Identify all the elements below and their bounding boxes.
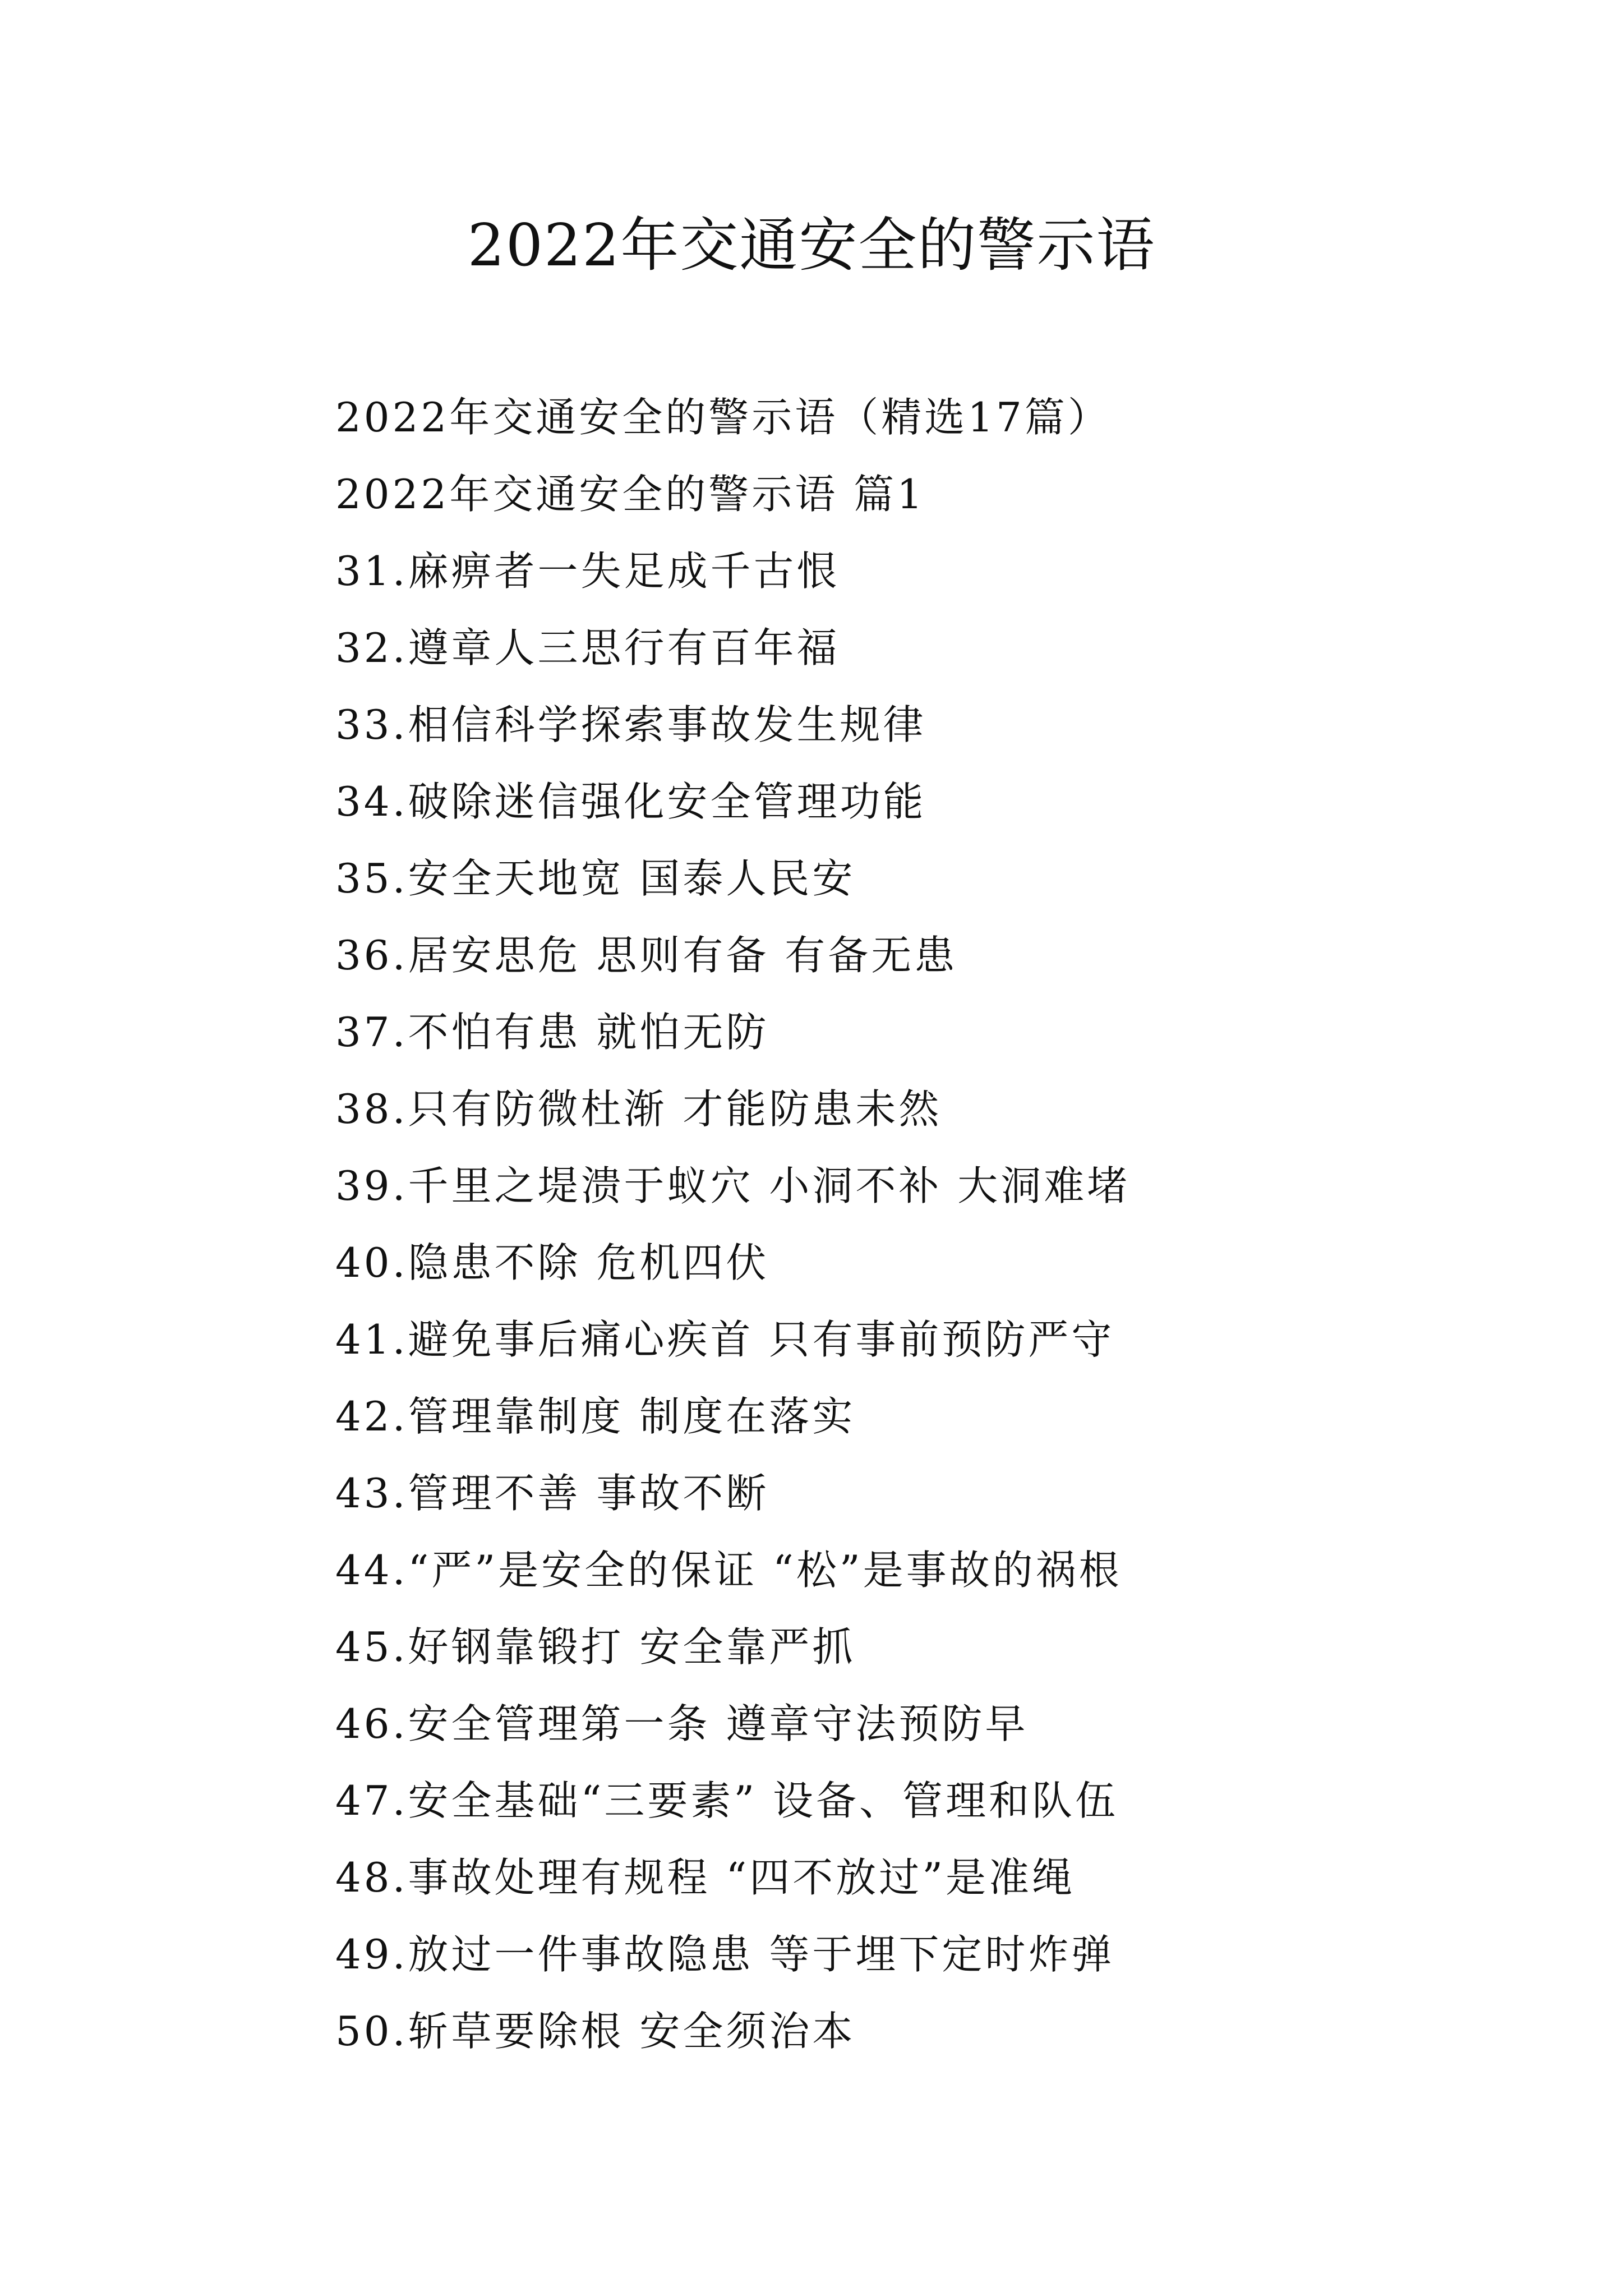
slogan-item: 38.只有防微杜渐 才能防患未然 — [335, 1085, 942, 1133]
slogan-list — [335, 379, 1569, 2070]
slogan-item: 47.安全基础“三要素” 设备、管理和队伍 — [335, 1777, 1119, 1824]
slogan-item: 43.管理不善 事故不断 — [335, 1470, 769, 1517]
slogan-item: 50.斩草要除根 安全须治本 — [335, 2008, 856, 2055]
slogan-item: 45.好钢靠锻打 安全靠严抓 — [335, 1623, 856, 1671]
slogan-item: 40.隐患不除 危机四伏 — [335, 1239, 769, 1286]
slogan-item: 37.不怕有患 就怕无防 — [335, 1009, 769, 1056]
slogan-item: 35.安全天地宽 国泰人民安 — [335, 855, 856, 902]
slogan-item: 49.放过一件事故隐患 等于埋下定时炸弹 — [335, 1931, 1115, 1978]
slogan-item: 36.居安思危 思则有备 有备无患 — [335, 932, 958, 979]
section-heading: 2022年交通安全的警示语 篇1 — [335, 471, 925, 518]
slogan-item: 39.千里之堤溃于蚁穴 小洞不补 大洞难堵 — [335, 1162, 1131, 1209]
slogan-item: 31.麻痹者一失足成千古恨 — [335, 547, 840, 595]
slogan-item: 41.避免事后痛心疾首 只有事前预防严守 — [335, 1316, 1115, 1363]
slogan-item: 33.相信科学探索事故发生规律 — [335, 701, 926, 748]
slogan-item: 32.遵章人三思行有百年福 — [335, 624, 840, 671]
slogan-item: 42.管理靠制度 制度在落实 — [335, 1393, 856, 1440]
slogan-item: 34.破除迷信强化安全管理功能 — [335, 778, 926, 825]
slogan-item: 48.事故处理有规程 “四不放过”是准绳 — [335, 1854, 1076, 1901]
subtitle-line: 2022年交通安全的警示语（精选17篇） — [335, 394, 1111, 441]
slogan-item: 44.“严”是安全的保证 “松”是事故的祸根 — [335, 1547, 1122, 1594]
slogan-item: 46.安全管理第一条 遵章守法预防早 — [335, 1700, 1029, 1747]
document-title: 2022年交通安全的警示语 — [467, 211, 1156, 279]
